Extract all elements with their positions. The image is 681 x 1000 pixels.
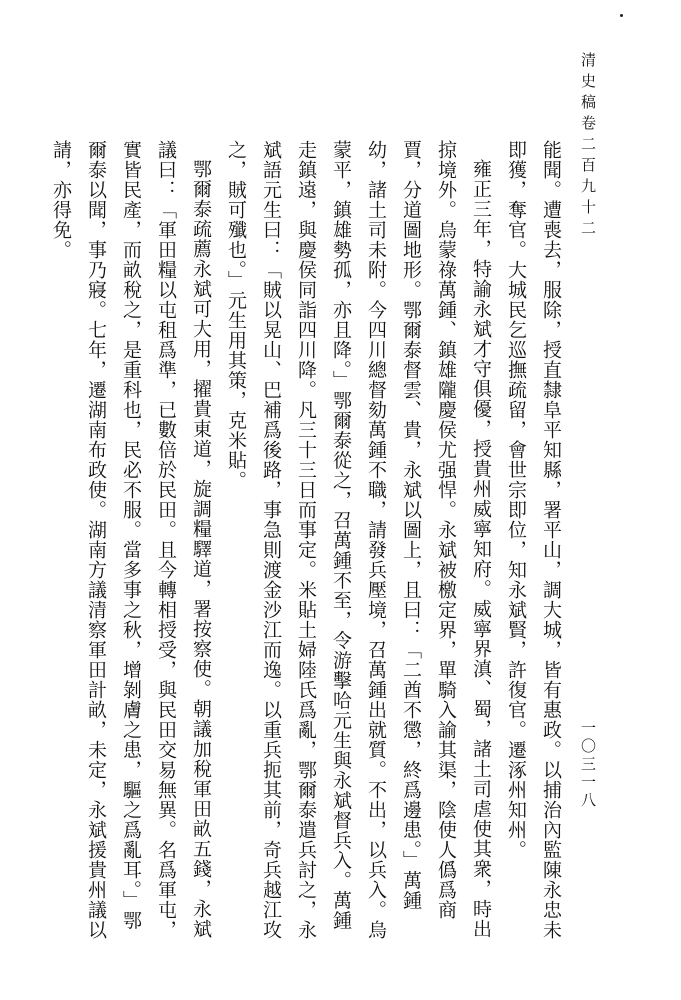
paragraph-3: 鄂爾泰疏薦永斌可大用，擢貴東道，旋調糧驛道，署按察使。朝議加稅軍田畝五錢，永斌議曰：「軍田糧以屯租爲準，已數倍於民田。且今轉相授受，與民田交易無異。名爲軍屯，實皆民產，而畝稅之，是重科也，民必不服。當多事之秋，增剝膚之患，驅之爲亂耳。」鄂爾泰以聞，事乃寢。七年，遷湖南布政使。湖南方議清察軍田計畝，未定，永斌援貴州議以請，亦得免。 xyxy=(50,140,212,940)
paragraph-1: 能聞。遭喪去，服除，授直隸阜平知縣，署平山，調大城，皆有惠政。以捕治內監陳永忠未即獲，奪官。大城民乞巡撫疏留，會世宗即位，知永斌賢，許復官。遷涿州知州。 xyxy=(505,140,562,940)
paragraph-2: 雍正三年，特諭永斌才守俱優，授貴州威寧知府。威寧界滇、蜀，諸土司虐使其衆，時出掠境外。烏蒙祿萬鍾、鎮雄隴慶侯尤强悍。永斌被檄定界，單騎入諭其渠，陰使人僞爲商賈，分道圖地形。鄂爾泰督雲、貴，永斌以圖上，且曰：「二酋不懲，終爲邊患。」萬鍾幼，諸土司未附。今四川總督劾萬鍾不職，請發兵壓境，召萬鍾出就質。不出，以兵入。烏蒙平，鎮雄勢孤，亦且降。」鄂爾泰從之，召萬鍾不至，令游擊哈元生與永斌督兵入。萬鍾走鎮遠，與慶侯同詣四川降。凡三十三日而事定。米貼土婦陸氏爲亂，鄂爾泰遣兵討之，永斌語元生曰：「賊以晃山、巴補爲後路，事急則渡金沙江而逸。以重兵扼其前，奇兵越江攻之，賊可殲也。」元生用其策，克米貼。 xyxy=(225,140,492,940)
page-number: 一〇三一八 xyxy=(579,720,597,810)
running-header: 清史稿卷二百九十二 xyxy=(579,52,597,241)
speck-mark xyxy=(620,14,623,17)
body-text xyxy=(50,140,568,940)
